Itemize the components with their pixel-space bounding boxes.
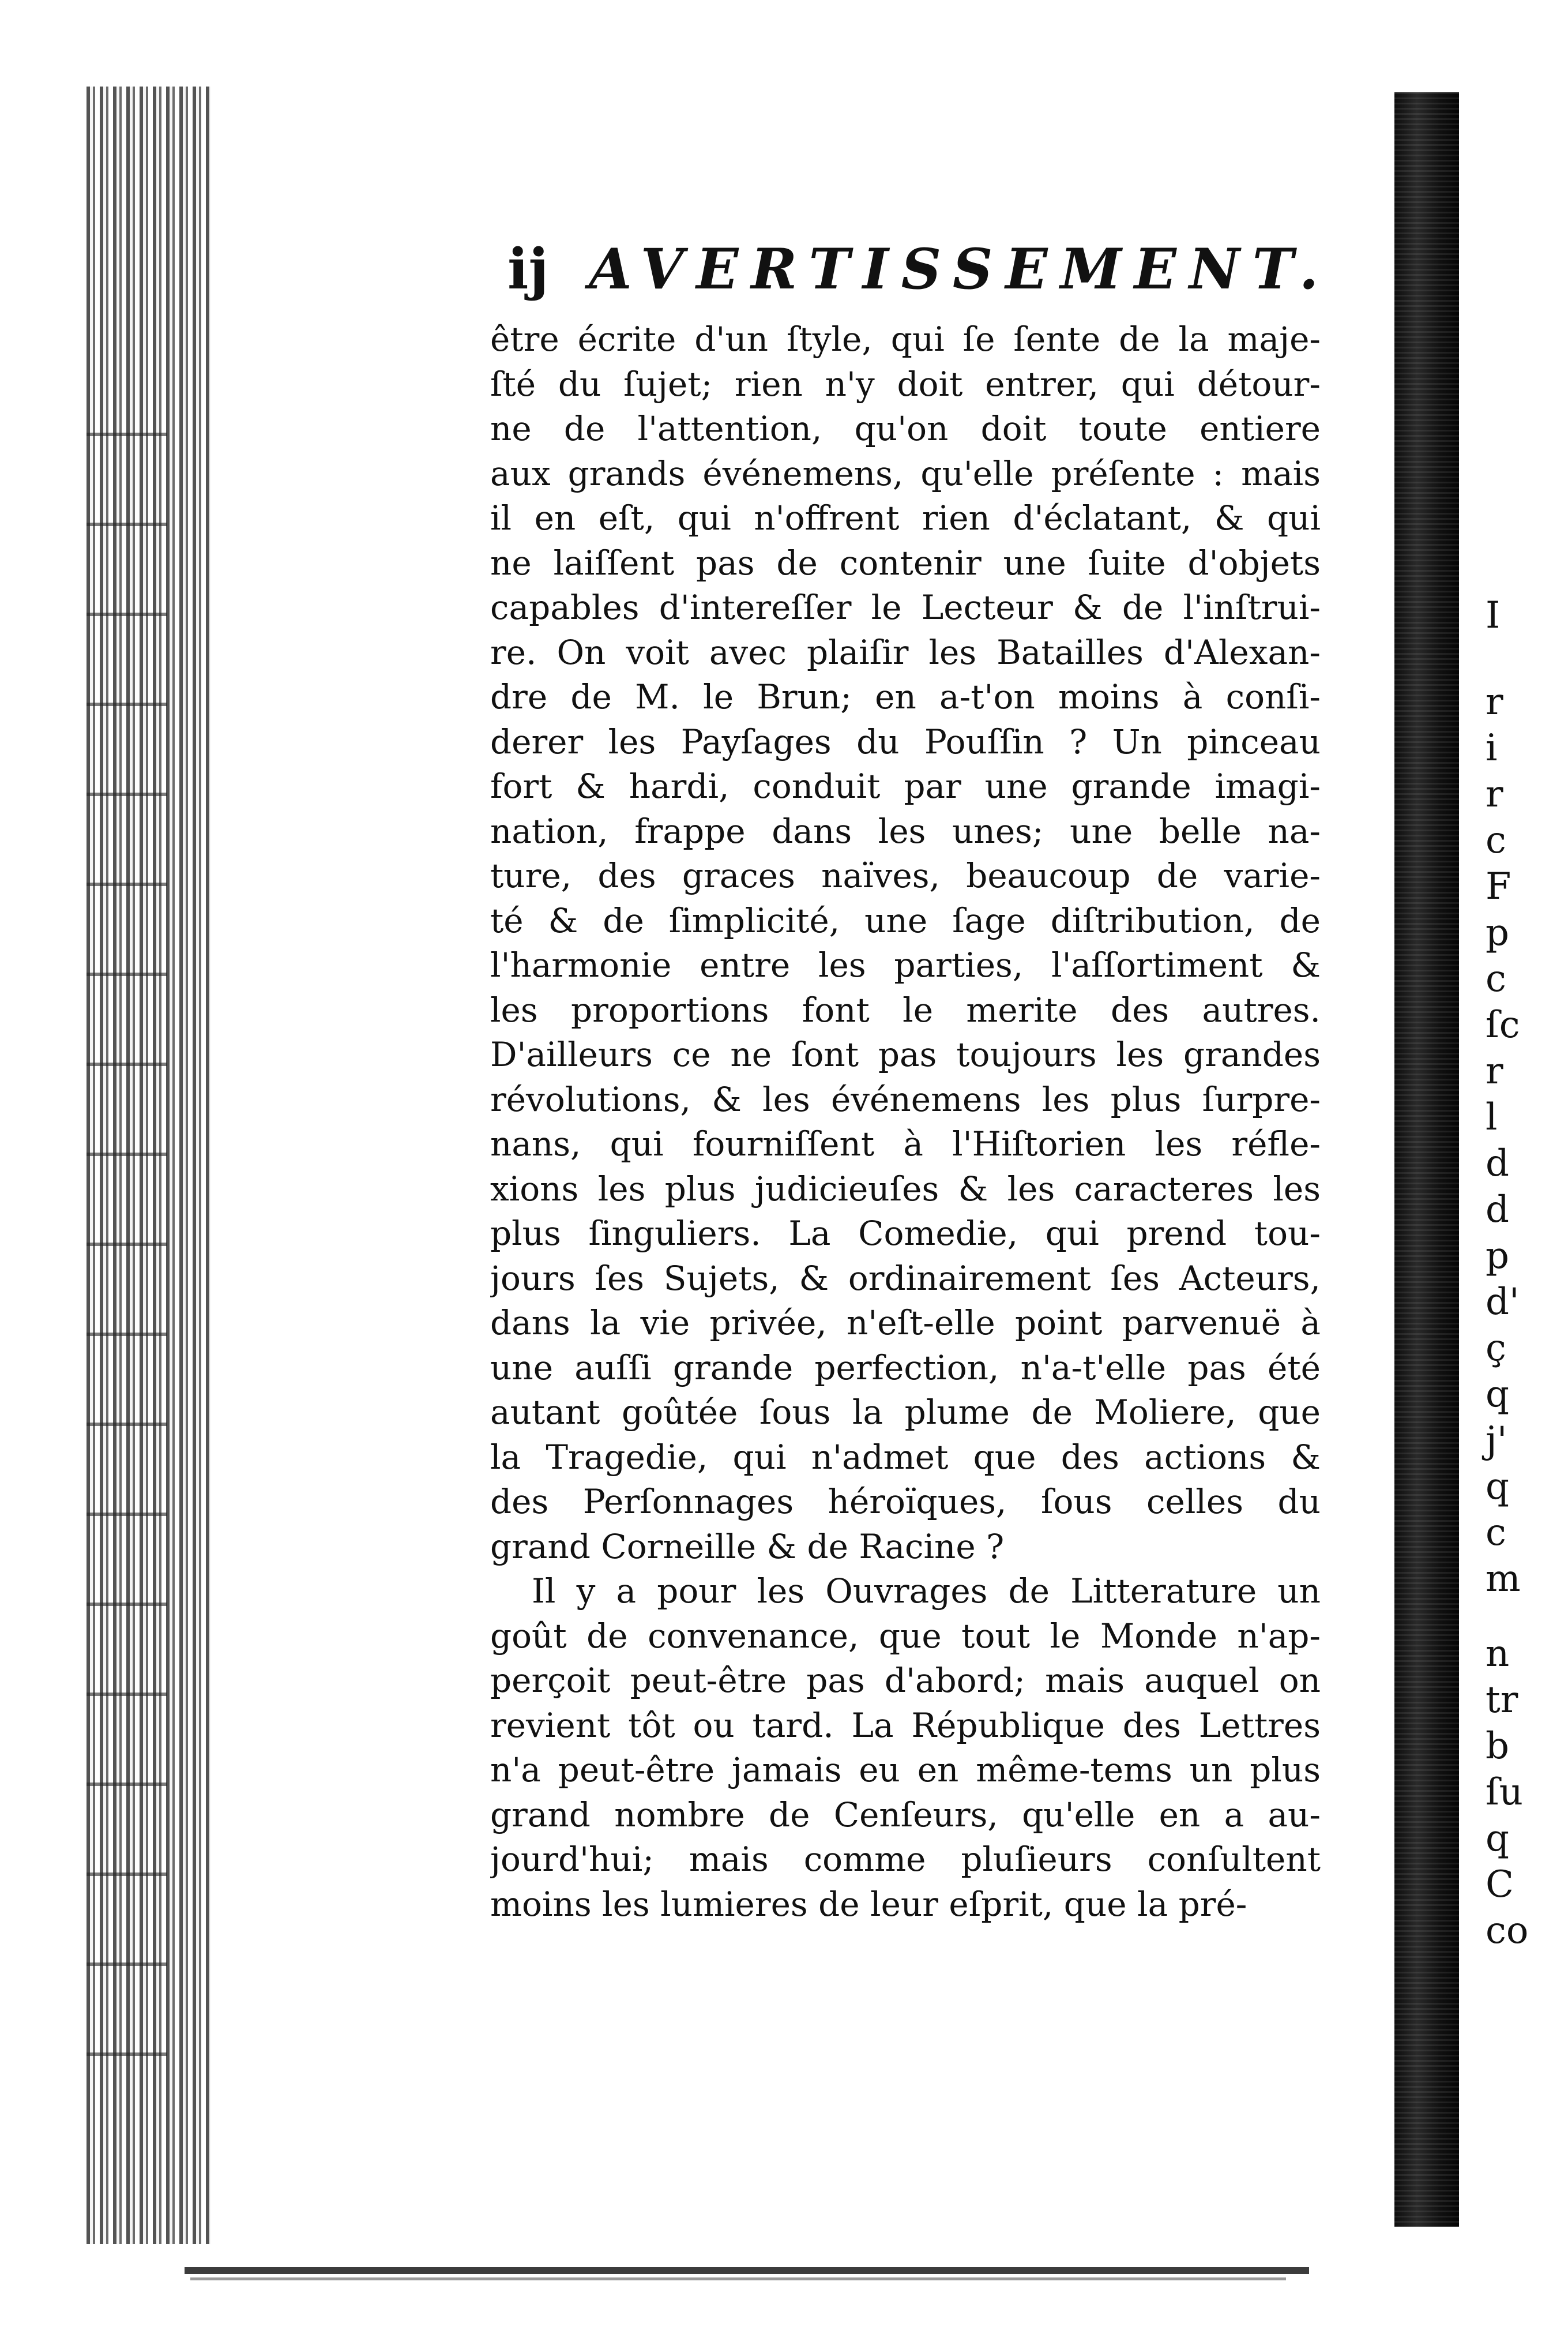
text-line: il en eſt, qui n'offrent rien d'éclatant, & qui xyxy=(490,498,1321,538)
text-line: être écrite d'un ſtyle, qui ſe ſente de la maje- xyxy=(490,320,1321,359)
text-line: dans la vie privée, n'eſt-elle point parvenuë à xyxy=(490,1303,1321,1342)
text-line: perçoit peut-être pas d'abord; mais auquel on xyxy=(490,1661,1321,1700)
paragraph xyxy=(490,1569,1321,1927)
adjacent-page-letter: j' xyxy=(1486,1419,1507,1462)
text-line: derer les Payſages du Pouſſin ? Un pinceau xyxy=(490,722,1321,761)
adjacent-page-letter: tr xyxy=(1486,1679,1518,1721)
text-line: re. On voit avec plaiſir les Batailles d'Alexan- xyxy=(490,632,1321,672)
scan-bottom-edge-shadow xyxy=(190,2277,1286,2280)
text-line: jours ſes Sujets, & ordinairement ſes Acteurs, xyxy=(490,1258,1321,1298)
text-line: grand nombre de Cenſeurs, qu'elle en a au- xyxy=(490,1795,1321,1834)
text-line: D'ailleurs ce ne ſont pas toujours les grandes xyxy=(490,1035,1321,1074)
page-number: ij xyxy=(507,237,549,302)
adjacent-page-letter: b xyxy=(1486,1725,1509,1768)
text-line: révolutions, & les événemens les plus ſurpre- xyxy=(490,1079,1321,1119)
text-line: ne de l'attention, qu'on doit toute entiere xyxy=(490,409,1321,448)
adjacent-page-letter: d xyxy=(1486,1188,1509,1231)
text-line: n'a peut-être jamais eu en même-tems un plus xyxy=(490,1750,1321,1789)
text-line: moins les lumieres de leur eſprit, que la pré- xyxy=(490,1884,1247,1924)
running-head: AVERTISSEMENT. xyxy=(589,237,1332,302)
adjacent-page-letter: p xyxy=(1486,1234,1509,1277)
scan-bottom-edge xyxy=(185,2267,1309,2274)
text-line: la Tragedie, qui n'admet que des actions & xyxy=(490,1437,1321,1477)
text-line: des Perſonnages héroïques, ſous celles du xyxy=(490,1482,1321,1521)
adjacent-page-letter: n xyxy=(1486,1633,1510,1675)
adjacent-page-letter: l xyxy=(1486,1096,1498,1139)
adjacent-page-letter: d xyxy=(1486,1142,1509,1185)
text-line: autant goûtée ſous la plume de Moliere, que xyxy=(490,1393,1321,1432)
adjacent-page-letter: co xyxy=(1486,1909,1529,1952)
adjacent-page-letter: F xyxy=(1486,865,1511,908)
adjacent-page-letter: c xyxy=(1486,958,1506,1000)
paragraph xyxy=(490,317,1321,1569)
adjacent-page-letter: r xyxy=(1486,773,1503,816)
text-line: Il y a pour les Ouvrages de Litterature un xyxy=(532,1571,1321,1611)
text-line: dre de M. le Brun; en a-t'on moins à conſi- xyxy=(490,677,1321,716)
text-line: nation, frappe dans les unes; une belle na- xyxy=(490,811,1321,851)
adjacent-page-letter: I xyxy=(1486,594,1501,637)
text-line: jourd'hui; mais comme pluſieurs conſultent xyxy=(490,1840,1321,1879)
text-line: l'harmonie entre les parties, l'aſſortiment & xyxy=(490,945,1321,985)
adjacent-page-letter: ç xyxy=(1486,1327,1506,1369)
adjacent-page-letter: m xyxy=(1486,1558,1521,1600)
adjacent-page-letter: q xyxy=(1486,1465,1509,1508)
adjacent-page-letter: c xyxy=(1486,1511,1506,1554)
adjacent-page-letter: q xyxy=(1486,1373,1509,1416)
adjacent-page-letter: ſu xyxy=(1486,1771,1523,1814)
body-text xyxy=(490,317,1321,1927)
text-line: les proportions font le merite des autres. xyxy=(490,990,1321,1030)
text-line: aux grands événemens, qu'elle préſente : mais xyxy=(490,453,1321,493)
binding-marks xyxy=(87,346,167,2077)
adjacent-page-letter: C xyxy=(1486,1863,1514,1906)
text-line: nans, qui fourniſſent à l'Hiſtorien les réfle- xyxy=(490,1124,1321,1164)
text-line: revient tôt ou tard. La République des Lettres xyxy=(490,1705,1321,1745)
text-line: xions les plus judicieuſes & les caracteres les xyxy=(490,1169,1321,1209)
text-line: grand Corneille & de Racine ? xyxy=(490,1526,1005,1566)
text-line: goût de convenance, que tout le Monde n'ap- xyxy=(490,1616,1321,1656)
adjacent-page-letter: q xyxy=(1486,1817,1509,1860)
adjacent-page-letter: d' xyxy=(1486,1281,1520,1323)
page-header xyxy=(507,237,1332,312)
adjacent-page-letter: p xyxy=(1486,911,1509,954)
adjacent-page-letter: ſc xyxy=(1486,1004,1520,1046)
text-line: ture, des graces naïves, beaucoup de varie- xyxy=(490,856,1321,895)
text-line: ſté du ſujet; rien n'y doit entrer, qui détour- xyxy=(490,364,1321,404)
text-line: une auſſi grande perfection, n'a-t'elle pas été xyxy=(490,1348,1321,1387)
adjacent-page-letter: r xyxy=(1486,1050,1503,1093)
adjacent-page-edge-texture xyxy=(1394,92,1459,2227)
text-line: plus ſinguliers. La Comedie, qui prend tou- xyxy=(490,1214,1321,1253)
adjacent-page-fragments xyxy=(1483,0,1568,2349)
text-line: ne laiſſent pas de contenir une ſuite d'objets xyxy=(490,543,1321,583)
text-line: fort & hardi, conduit par une grande imagi- xyxy=(490,767,1321,806)
adjacent-page-letter: c xyxy=(1486,819,1506,862)
text-line: té & de ſimplicité, une ſage diſtribution, de xyxy=(490,900,1321,940)
text-line: capables d'intereſſer le Lecteur & de l'inſtrui- xyxy=(490,588,1321,627)
adjacent-page-letter: i xyxy=(1486,727,1498,770)
adjacent-page-letter: r xyxy=(1486,681,1503,723)
